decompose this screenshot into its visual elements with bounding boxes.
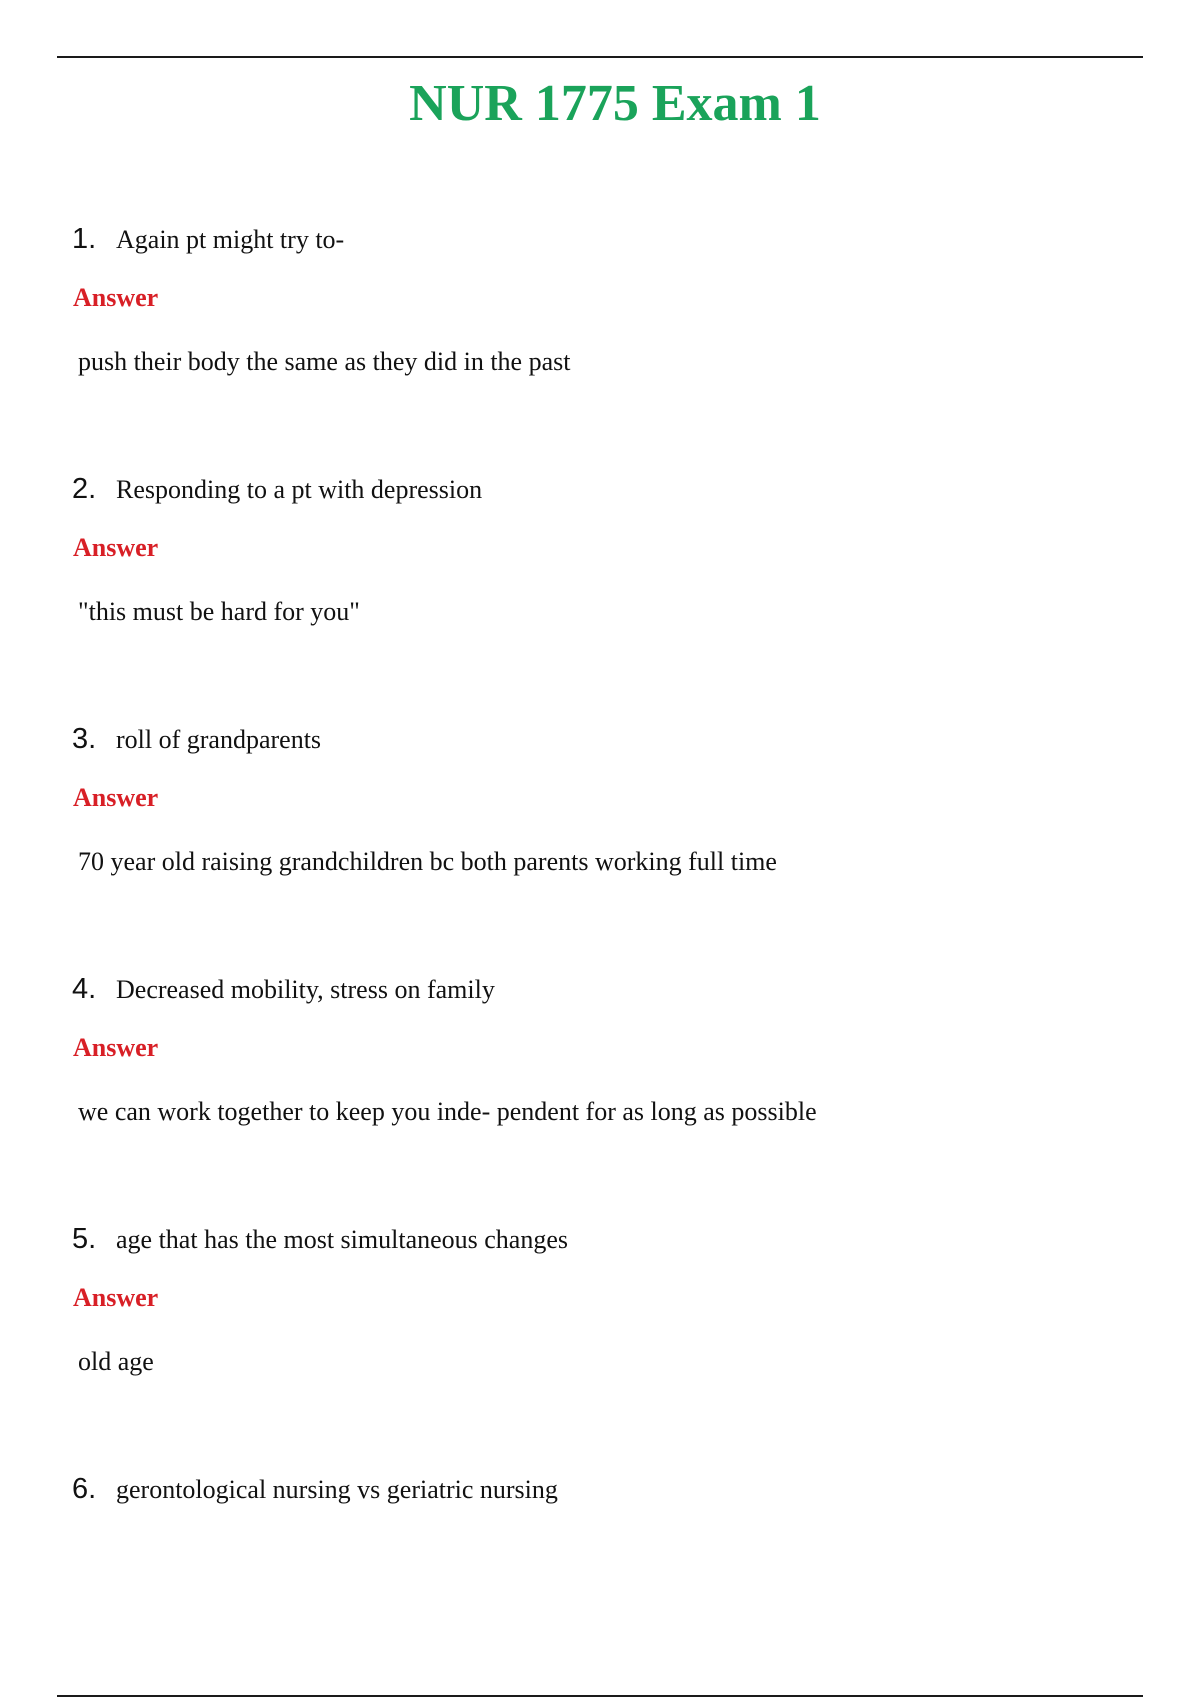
answer-label: Answer [73, 783, 159, 812]
question [72, 469, 482, 509]
answer-text: we can work together to keep you inde- pendent for as long as possible [78, 1097, 817, 1126]
question [72, 719, 321, 759]
question-number: 6. [72, 1473, 97, 1505]
question-text: Again pt might try to- [116, 225, 345, 254]
question-text: roll of grandparents [116, 725, 322, 754]
question-number: 4. [72, 973, 97, 1005]
question-number: 1. [72, 223, 97, 255]
top-rule [57, 56, 1143, 58]
question-text: age that has the most simultaneous changes [116, 1225, 569, 1254]
question [72, 1469, 558, 1509]
question-number: 3. [72, 723, 97, 755]
answer-text: push their body the same as they did in the past [78, 347, 571, 376]
page-title: NUR 1775 Exam 1 [409, 75, 821, 132]
question [72, 1219, 568, 1259]
answer-text: "this must be hard for you" [78, 597, 360, 626]
question [72, 969, 495, 1009]
bottom-rule [57, 1695, 1143, 1697]
answer-text: 70 year old raising grandchildren bc both parents working full time [78, 847, 777, 876]
question [72, 219, 344, 259]
question-text: gerontological nursing vs geriatric nursing [116, 1475, 558, 1504]
question-number: 2. [72, 473, 97, 505]
answer-label: Answer [73, 1283, 159, 1312]
question-text: Responding to a pt with depression [116, 475, 483, 504]
answer-label: Answer [73, 1033, 159, 1062]
question-text: Decreased mobility, stress on family [116, 975, 495, 1004]
answer-label: Answer [73, 533, 159, 562]
answer-label: Answer [73, 283, 159, 312]
question-number: 5. [72, 1223, 97, 1255]
answer-text: old age [78, 1347, 154, 1376]
